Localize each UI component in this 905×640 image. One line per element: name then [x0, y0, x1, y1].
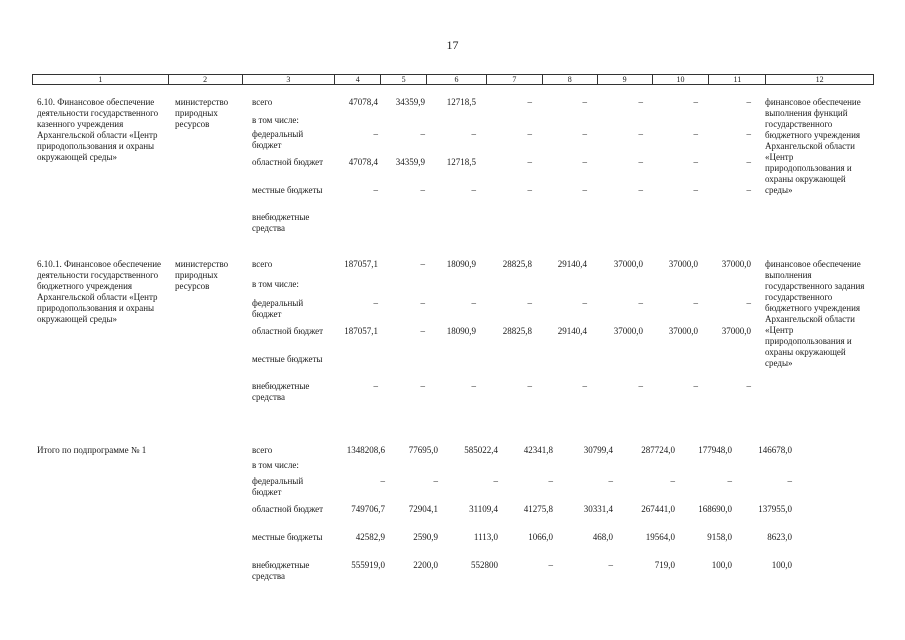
column-header-7: 7 [487, 75, 543, 84]
column-header-9: 9 [598, 75, 653, 84]
funding-source-label: местные бюджеты [252, 532, 323, 542]
funding-value: – [471, 185, 476, 195]
funding-value: 137955,0 [758, 504, 792, 514]
funding-source-label: внебюджетные средства [252, 560, 310, 581]
funding-value: – [582, 97, 587, 107]
funding-value: 37000,0 [721, 259, 751, 269]
funding-source-label: в том числе: [252, 460, 299, 470]
funding-source-label: внебюджетные средства [252, 212, 310, 233]
program-item-name: 6.10. Финансовое обеспечение деятельности государственного казенного учреждения Архангельской области «Центр природопользования и охраны окружающей среды» [37, 97, 159, 162]
funding-value: – [420, 326, 425, 336]
column-header-8: 8 [543, 75, 598, 84]
funding-value: 28825,8 [502, 326, 532, 336]
funding-value: 187057,1 [344, 259, 378, 269]
funding-value: – [373, 381, 378, 391]
funding-source-label: местные бюджеты [252, 354, 323, 364]
funding-value: 12718,5 [446, 97, 476, 107]
funding-value: 9158,0 [707, 532, 732, 542]
funding-value: 168690,0 [698, 504, 732, 514]
funding-value: – [693, 97, 698, 107]
funding-value: 1348208,6 [346, 445, 385, 455]
funding-value: – [670, 476, 675, 486]
funding-value: – [527, 185, 532, 195]
funding-value: – [746, 129, 751, 139]
program-item-name: Итого по подпрограмме № 1 [37, 445, 147, 455]
column-header-11: 11 [709, 75, 766, 84]
funding-source-label: областной бюджет [252, 504, 324, 514]
funding-value: 8623,0 [767, 532, 792, 542]
column-header-2: 2 [169, 75, 243, 84]
funding-value: – [693, 129, 698, 139]
funding-source-label: областной бюджет [252, 157, 324, 167]
funding-value: 77695,0 [408, 445, 438, 455]
funding-value: 29140,4 [557, 259, 587, 269]
funding-value: – [420, 298, 425, 308]
funding-value: – [746, 97, 751, 107]
funding-value: 72904,1 [408, 504, 438, 514]
funding-value: 42582,9 [355, 532, 385, 542]
funding-value: 41275,8 [523, 504, 553, 514]
funding-value: 37000,0 [668, 259, 698, 269]
column-header-1: 1 [33, 75, 169, 84]
funding-value: – [746, 298, 751, 308]
funding-value: – [527, 157, 532, 167]
funding-value: – [527, 298, 532, 308]
funding-value: – [582, 298, 587, 308]
funding-value: 30799,4 [583, 445, 613, 455]
funding-value: – [420, 185, 425, 195]
funding-value: – [638, 185, 643, 195]
funding-value: 37000,0 [613, 259, 643, 269]
column-number-header [32, 74, 874, 85]
funding-value: – [373, 129, 378, 139]
funding-value: 12718,5 [446, 157, 476, 167]
funding-value: 18090,9 [446, 259, 476, 269]
column-header-4: 4 [335, 75, 381, 84]
funding-value: – [638, 129, 643, 139]
funding-value: 267441,0 [641, 504, 675, 514]
funding-value: 37000,0 [721, 326, 751, 336]
funding-value: – [746, 185, 751, 195]
funding-value: 719,0 [654, 560, 675, 570]
funding-source-label: в том числе: [252, 115, 299, 125]
funding-value: 19564,0 [645, 532, 675, 542]
funding-value: – [420, 381, 425, 391]
funding-value: 2200,0 [413, 560, 438, 570]
funding-value: 29140,4 [557, 326, 587, 336]
column-header-3: 3 [243, 75, 336, 84]
funding-value: – [493, 476, 498, 486]
funding-value: 1066,0 [528, 532, 553, 542]
expected-result: финансовое обеспечение выполнения государственного задания государственного бюджетного учреждения Архангельской области «Центр природопользования и охраны окружающей среды» [765, 259, 865, 368]
funding-value: – [693, 381, 698, 391]
funding-value: 2590,9 [413, 532, 438, 542]
funding-value: – [582, 185, 587, 195]
funding-value: – [608, 476, 613, 486]
funding-value: 28825,8 [502, 259, 532, 269]
funding-value: 146678,0 [758, 445, 792, 455]
funding-value: – [527, 97, 532, 107]
funding-value: 1113,0 [473, 532, 498, 542]
funding-value: – [527, 381, 532, 391]
funding-value: – [433, 476, 438, 486]
funding-value: 749706,7 [351, 504, 385, 514]
funding-value: 585022,4 [464, 445, 498, 455]
funding-value: – [638, 298, 643, 308]
funding-value: 100,0 [771, 560, 792, 570]
funding-source-label: в том числе: [252, 279, 299, 289]
funding-source-label: всего [252, 97, 273, 107]
funding-value: – [638, 381, 643, 391]
funding-source-label: всего [252, 259, 273, 269]
funding-source-label: федеральный бюджет [252, 298, 304, 319]
program-executor: министерство природных ресурсов [175, 259, 229, 291]
funding-value: 555919,0 [351, 560, 385, 570]
funding-value: – [420, 129, 425, 139]
funding-source-label: федеральный бюджет [252, 476, 304, 497]
funding-value: – [638, 97, 643, 107]
funding-value: – [548, 560, 553, 570]
funding-value: – [380, 476, 385, 486]
column-header-10: 10 [653, 75, 710, 84]
funding-value: – [548, 476, 553, 486]
funding-value: – [471, 298, 476, 308]
funding-value: 187057,1 [344, 326, 378, 336]
funding-value: – [727, 476, 732, 486]
funding-value: – [471, 381, 476, 391]
funding-value: 18090,9 [446, 326, 476, 336]
column-header-12: 12 [815, 75, 824, 84]
funding-value: 31109,4 [469, 504, 498, 514]
funding-value: 47078,4 [348, 97, 378, 107]
funding-value: 287724,0 [641, 445, 675, 455]
funding-value: – [693, 298, 698, 308]
funding-value: 100,0 [711, 560, 732, 570]
funding-value: – [746, 381, 751, 391]
funding-value: – [582, 157, 587, 167]
funding-value: 468,0 [592, 532, 613, 542]
program-item-name: 6.10.1. Финансовое обеспечение деятельности государственного бюджетного учреждения Архангельской области «Центр природопользования и охраны окружающей среды» [37, 259, 162, 324]
funding-value: 34359,9 [395, 97, 425, 107]
funding-value: – [693, 157, 698, 167]
funding-value: – [787, 476, 792, 486]
funding-value: – [471, 129, 476, 139]
program-executor: министерство природных ресурсов [175, 97, 229, 129]
column-header-6: 6 [427, 75, 487, 84]
funding-value: – [638, 157, 643, 167]
funding-value: 42341,8 [523, 445, 553, 455]
funding-value: – [582, 381, 587, 391]
funding-value: – [608, 560, 613, 570]
funding-value: – [693, 185, 698, 195]
funding-value: 552800 [471, 560, 498, 570]
funding-value: 177948,0 [698, 445, 732, 455]
funding-source-label: внебюджетные средства [252, 381, 310, 402]
funding-source-label: федеральный бюджет [252, 129, 304, 150]
expected-result: финансовое обеспечение выполнения функций государственного бюджетного учреждения Архангельской области «Центр природопользования и охраны окружающей среды» [765, 97, 861, 195]
funding-value: – [373, 185, 378, 195]
funding-source-label: областной бюджет [252, 326, 324, 336]
funding-value: 37000,0 [613, 326, 643, 336]
funding-value: – [746, 157, 751, 167]
funding-value: 30331,4 [583, 504, 613, 514]
funding-value: – [373, 298, 378, 308]
funding-source-label: местные бюджеты [252, 185, 323, 195]
funding-value: 34359,9 [395, 157, 425, 167]
funding-value: – [527, 129, 532, 139]
funding-value: 47078,4 [348, 157, 378, 167]
column-header-5: 5 [381, 75, 427, 84]
funding-value: – [582, 129, 587, 139]
page-number: 17 [446, 38, 459, 52]
funding-source-label: всего [252, 445, 273, 455]
funding-value: 37000,0 [668, 326, 698, 336]
funding-value: – [420, 259, 425, 269]
